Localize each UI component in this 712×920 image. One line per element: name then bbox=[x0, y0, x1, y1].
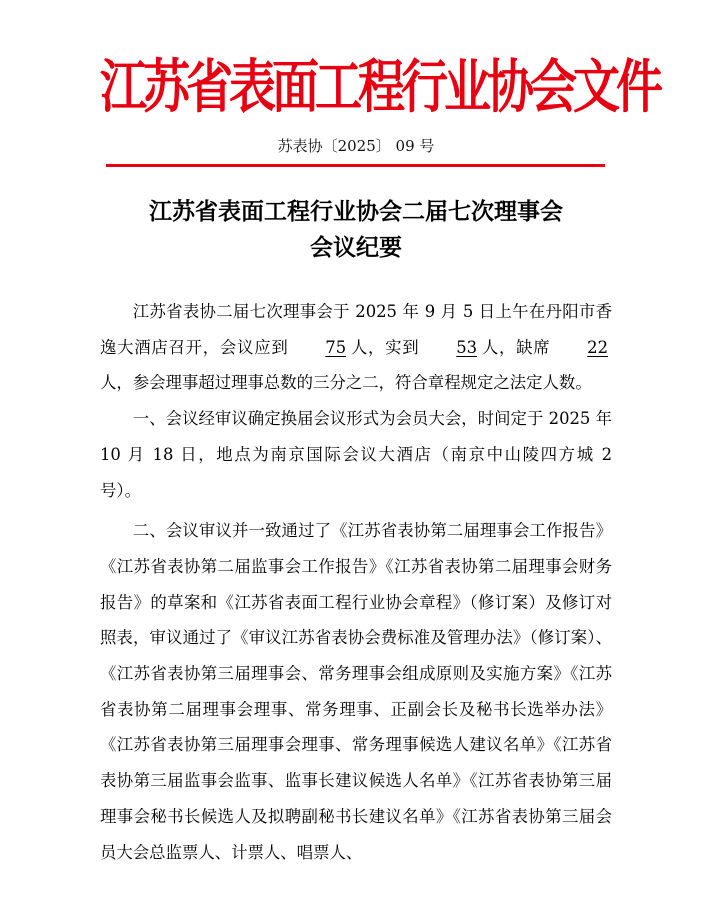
document-body bbox=[100, 294, 612, 870]
org-header: 江苏省表面工程行业协会文件 bbox=[100, 54, 659, 122]
attendance-actual: 53 bbox=[456, 337, 478, 357]
paragraph-item-2: 二、会议审议并一致通过了《江苏省表协第二届理事会工作报告》《江苏省表协第二届监事会工作报告》《江苏省表协第二届理事会财务报告》的草案和《江苏省表面工程行业协会章程》（修订案）及修订对照表，审议通过了《审议江苏省表协会费标准及管理办法》（修订案）、《江苏省表协第三届理事会、常务理事会组成原则及实施方案》《江苏省表协第二届理事会理事、常务理事、正副会长及秘书长选举办法》《江苏省表协第三届理事会理事、常务理事候选人建议名单》《江苏省表协第三届监事会监事、监事长建议候选人名单》《江苏省表协第三届理事会秘书长候选人及拟聘副秘书长建议名单》《江苏省表协第三届会员大会总监票人、计票人、唱票人、 bbox=[100, 521, 612, 862]
p1-text-after: 人，参会理事超过理事总数的三分之二，符合章程规定之法定人数。 bbox=[100, 373, 592, 393]
p1-text-before: 江苏省表协二届七次理事会于 2025 年 9 月 5 日上午在丹阳市香逸大酒店召开，会议应到 bbox=[100, 302, 612, 357]
attendance-expected: 75 bbox=[325, 337, 347, 357]
attendance-absent: 22 bbox=[587, 337, 609, 357]
document-title-line1: 江苏省表面工程行业协会二届七次理事会 bbox=[149, 199, 563, 225]
p1-text-mid2: 人，缺席 bbox=[481, 337, 551, 357]
red-divider-line bbox=[106, 164, 605, 167]
paragraph-item-1: 一、会议经审议确定换届会议形式为会员大会，时间定于 2025 年 10 月 18 日，地点为南京国际会议大酒店（南京中山陵四方城 2 号）。 bbox=[100, 409, 612, 500]
p1-text-mid1: 人，实到 bbox=[350, 337, 420, 357]
paragraph-meeting-info bbox=[100, 294, 612, 401]
document-number: 苏表协〔2025〕 09 号 bbox=[277, 137, 435, 155]
document-title-line2: 会议纪要 bbox=[310, 235, 402, 261]
